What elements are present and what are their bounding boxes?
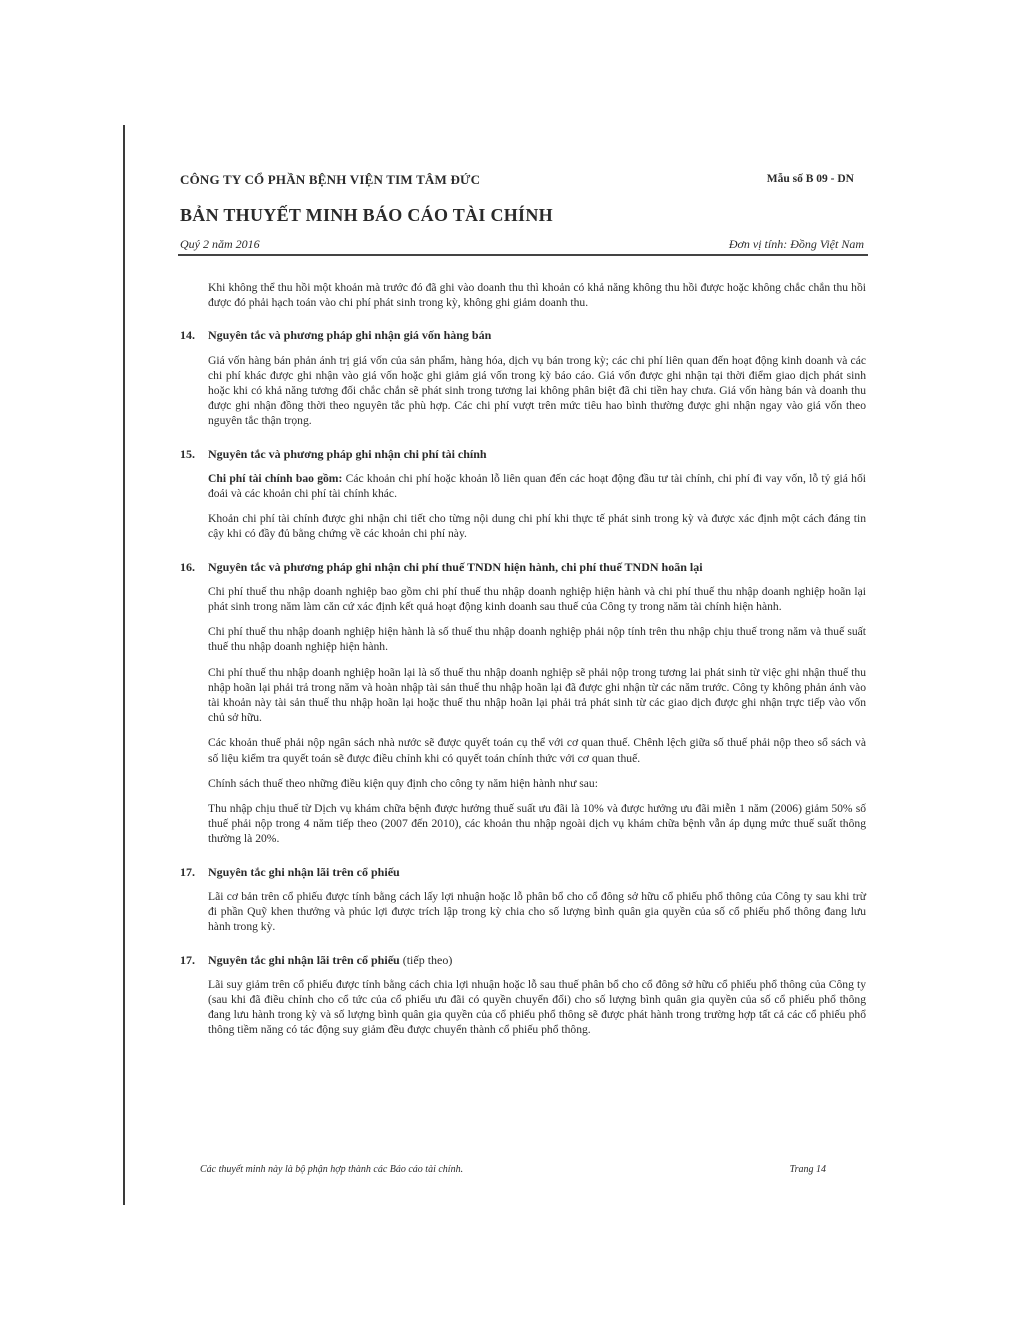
section-title: Nguyên tắc ghi nhận lãi trên cổ phiếu: [208, 864, 400, 879]
section-14-paragraph: Giá vốn hàng bán phản ánh trị giá vốn của sản phẩm, hàng hóa, dịch vụ bán trong kỳ; các chi phí liên quan đến hoạt động kinh doanh và các chi phí khác được ghi nhận vào giá vốn hoặc ghi giảm giá vốn trong kỳ báo cáo. Giá vốn được ghi nhận tại thời điểm giao dịch phát sinh hoặc khi có khả năng tương đối chắc chắn sẽ phát sinh trong tương lai không phân biệt đã chi tiền hay chưa. Giá vốn hàng bán và doanh thu được ghi nhận đồng thời theo nguyên tắc phù hợp. Các chi phí vượt trên mức tiêu hao bình thường được ghi nhận ngay vào giá vốn theo nguyên tắc thận trọng.: [208, 353, 866, 428]
section-title: Nguyên tắc ghi nhận lãi trên cổ phiếu: [208, 952, 400, 967]
section-title: Nguyên tắc và phương pháp ghi nhận giá vốn hàng bán: [208, 328, 492, 343]
section-16-paragraph: Chính sách thuế theo những điều kiện quy định cho công ty năm hiện hành như sau:: [208, 776, 598, 790]
section-16-paragraph: Chi phí thuế thu nhập doanh nghiệp bao gồm chi phí thuế thu nhập doanh nghiệp hiện hành và chi phí thuế thu nhập doanh nghiệp hoãn lại phát sinh trong năm làm căn cứ xác định kết quả hoạt động kinh doanh sau thuế của Công ty trong năm tài chính hiện hành.: [208, 584, 866, 614]
section-15-heading: [180, 447, 866, 462]
section-16-paragraph: Chi phí thuế thu nhập doanh nghiệp hoãn lại là số thuế thu nhập doanh nghiệp sẽ phải nộp trong tương lai phát sinh từ việc ghi nhận thuế thu nhập hoãn lại phải trả trong năm và hoàn nhập tài sản thuế thu nhập hoãn lại đã được ghi nhận từ các năm trước. Công ty không phản ánh vào tài khoản này tài sản thuế thu nhập hoãn lại hoặc thuế thu nhập hoãn lại phải trả phát sinh từ các giao dịch được ghi nhận trực tiếp vào vốn chủ sở hữu.: [208, 665, 866, 725]
continued-label: (tiếp theo): [399, 952, 453, 967]
company-name: CÔNG TY CỔ PHẦN BỆNH VIỆN TIM TÂM ĐỨC: [180, 172, 481, 187]
section-17-paragraph: Lãi cơ bản trên cổ phiếu được tính bằng cách lấy lợi nhuận hoặc lỗ phân bổ cho cổ đông sở hữu cổ phiếu phổ thông của Công ty sau khi trừ đi phần Quỹ khen thưởng và phúc lợi được trích lập trong kỳ chia cho số lượng bình quân gia quyền của số cổ phiếu phổ thông đang lưu hành trong kỳ.: [208, 889, 866, 934]
footer-note: Các thuyết minh này là bộ phận hợp thành các Báo cáo tài chính.: [200, 1164, 464, 1175]
section-15-paragraph: Khoản chi phí tài chính được ghi nhận chi tiết cho từng nội dung chi phí khi thực tế phát sinh trong kỳ và được xác định một cách đáng tin cậy khi có đầy đủ bằng chứng về các khoản chi phí này.: [208, 512, 866, 541]
section-number: 14.: [180, 328, 195, 343]
section-16-paragraph: Chi phí thuế thu nhập doanh nghiệp hiện hành là số thuế thu nhập doanh nghiệp phải nộp tính trên thu nhập chịu thuế trong năm và thuế suất thuế thu nhập doanh nghiệp hiện hành.: [208, 625, 866, 654]
section-16-paragraph: Thu nhập chịu thuế từ Dịch vụ khám chữa bệnh được hưởng thuế suất ưu đãi là 10% và được hưởng ưu đãi miễn 1 năm (2006) giảm 50% số thuế phải nộp trong 4 năm tiếp theo (2007 đến 2010), các khoản thu nhập ngoài dịch vụ khám chữa bệnh vẫn áp dụng mức thuế suất thông thường là 20%.: [208, 802, 866, 846]
scan-margin-line: [123, 125, 125, 1205]
section-number: 17.: [180, 952, 195, 967]
section-number: 16.: [180, 559, 195, 574]
section-17-continued-paragraph: Lãi suy giảm trên cổ phiếu được tính bằng cách chia lợi nhuận hoặc lỗ sau thuế phân bổ cho cổ đông sở hữu cổ phiếu phổ thông của Công ty (sau khi đã điều chỉnh cho cổ tức của cổ phiếu ưu đãi có quyền chuyển đổi) cho số lượng bình quân gia quyền của số cổ phiếu phổ thông đang lưu hành trong kỳ và số lượng bình quân gia quyền của cổ phiếu phổ thông sẽ được phát hành trong trường hợp tất cả các cổ phiếu phổ thông tiềm năng có tác động suy giảm đều được chuyển thành cổ phiếu phổ thông.: [208, 977, 866, 1037]
section-16-paragraph: Các khoản thuế phải nộp ngân sách nhà nước sẽ được quyết toán cụ thể với cơ quan thuế. Chênh lệch giữa số thuế phải nộp theo sổ sách và số liệu kiểm tra quyết toán sẽ được điều chỉnh khi có quyết toán chính thức với cơ quan thuế.: [208, 736, 866, 765]
report-period: Quý 2 năm 2016: [180, 237, 260, 251]
lead-bold-label: Chi phí tài chính bao gồm:: [208, 471, 343, 485]
intro-paragraph: Khi không thể thu hồi một khoản mà trước đó đã ghi vào doanh thu thì khoản có khả năng không thu hồi được hoặc không chắc chắn thu hồi được đó phải hạch toán vào chi phí phát sinh trong kỳ, không ghi giảm doanh thu.: [208, 281, 866, 310]
section-title: Nguyên tắc và phương pháp ghi nhận chi phí thuế TNDN hiện hành, chi phí thuế TNDN hoãn lại: [208, 559, 703, 574]
currency-unit: Đơn vị tính: Đồng Việt Nam: [728, 237, 864, 251]
section-14-heading: [180, 328, 866, 343]
section-title: Nguyên tắc và phương pháp ghi nhận chi phí tài chính: [208, 446, 487, 461]
section-16-heading: [180, 560, 866, 575]
page-number: Trang 14: [789, 1164, 826, 1175]
document-body: [180, 280, 866, 1048]
section-17-heading: [180, 865, 866, 880]
section-number: 15.: [180, 446, 195, 461]
section-15-lead-paragraph: [208, 471, 866, 501]
lead-text: Các khoản chi phí hoặc khoản lỗ liên quan đến các hoạt động đầu tư tài chính, chi phí đi vay vốn, lỗ tỷ giá hối đoái và các khoản chi phí tài chính khác.: [208, 471, 866, 501]
header-divider: [178, 254, 868, 256]
section-number: 17.: [180, 864, 195, 879]
section-17-continued-heading: [180, 953, 866, 968]
document-title: BẢN THUYẾT MINH BÁO CÁO TÀI CHÍNH: [180, 205, 553, 225]
form-code: Mẫu số B 09 - DN: [766, 173, 854, 185]
